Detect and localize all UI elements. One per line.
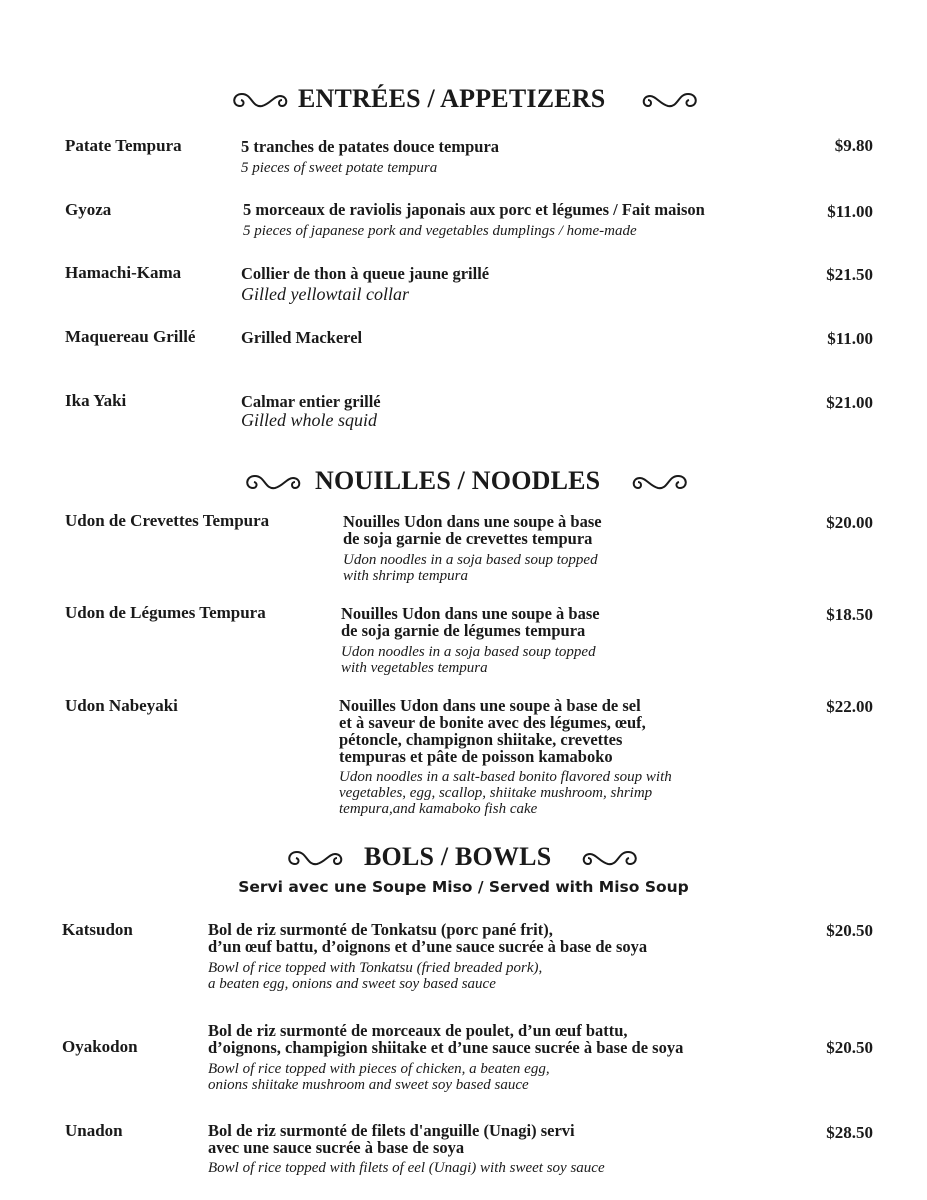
item-desc-fr: Nouilles Udon dans une soupe à base de sel et à saveur de bonite avec des légumes, œuf, pétoncle, champignon shiitake, crevettes tempuras et pâte de poisson kamaboko <box>339 696 646 766</box>
section-title-bowls: BOLS / BOWLS <box>364 842 552 871</box>
item-name: Gyoza <box>65 200 112 219</box>
item-name: Udon de Légumes Tempura <box>65 603 266 622</box>
section-title-appetizers: ENTRÉES / APPETIZERS <box>298 84 606 113</box>
item-desc-fr: Calmar entier grillé <box>241 392 381 411</box>
swirl-ornament-icon <box>628 466 690 496</box>
item-name: Hamachi-Kama <box>65 263 182 282</box>
swirl-ornament-icon <box>230 84 292 114</box>
item-price: $21.50 <box>826 265 873 284</box>
item-name: Oyakodon <box>62 1037 138 1056</box>
item-desc-fr: 5 morceaux de raviolis japonais aux porc et légumes / Fait maison <box>243 200 705 219</box>
swirl-ornament-icon <box>638 84 700 114</box>
item-desc-fr: Nouilles Udon dans une soupe à base de soja garnie de légumes tempura <box>341 604 600 640</box>
swirl-ornament-icon <box>285 842 347 872</box>
item-name: Ika Yaki <box>65 391 127 410</box>
item-desc-fr: Nouilles Udon dans une soupe à base de soja garnie de crevettes tempura <box>343 512 602 548</box>
item-price: $18.50 <box>826 605 873 624</box>
item-desc-fr: 5 tranches de patates douce tempura <box>241 137 500 156</box>
item-price: $28.50 <box>826 1123 873 1142</box>
item-price: $9.80 <box>834 136 873 155</box>
item-desc-en: Udon noodles in a soja based soup topped with vegetables tempura <box>341 644 596 676</box>
item-desc-fr: Bol de riz surmonté de morceaux de poulet, d’un œuf battu, d’oignons, champigion shiitake et d’une sauce sucrée à base de soya <box>208 1021 684 1057</box>
item-price: $21.00 <box>826 393 873 412</box>
section-title-noodles: NOUILLES / NOODLES <box>315 466 601 495</box>
swirl-ornament-icon <box>243 466 305 496</box>
item-desc-en: Udon noodles in a salt-based bonito flavored soup with vegetables, egg, scallop, shiitake mushroom, shrimp tempura,and kamaboko fish cake <box>339 769 672 817</box>
item-price: $22.00 <box>826 697 873 716</box>
item-desc-en: 5 pieces of sweet potate tempura <box>241 160 438 176</box>
item-price: $11.00 <box>827 202 873 221</box>
item-price: $11.00 <box>827 329 873 348</box>
item-desc-fr: Grilled Mackerel <box>241 328 363 347</box>
item-price: $20.00 <box>826 513 873 532</box>
item-desc-fr: Bol de riz surmonté de filets d'anguille (Unagi) servi avec une sauce sucrée à base de soya <box>208 1121 575 1157</box>
item-desc-en: Gilled yellowtail collar <box>241 284 409 304</box>
item-name: Katsudon <box>62 920 133 939</box>
item-desc-fr: Bol de riz surmonté de Tonkatsu (porc pané frit), d’un œuf battu, d’oignons et d’une sauce sucrée à base de soya <box>208 920 648 956</box>
item-name: Udon Nabeyaki <box>65 696 178 715</box>
item-desc-en: Bowl of rice topped with filets of eel (Unagi) with sweet soy sauce <box>208 1160 605 1176</box>
item-name: Udon de Crevettes Tempura <box>65 511 270 530</box>
item-desc-fr: Collier de thon à queue jaune grillé <box>241 264 490 283</box>
item-desc-en: Gilled whole squid <box>241 410 377 430</box>
item-price: $20.50 <box>826 921 873 940</box>
item-name: Maquereau Grillé <box>65 327 196 346</box>
item-desc-en: Bowl of rice topped with pieces of chicken, a beaten egg, onions shiitake mushroom and sweet soy based sauce <box>208 1061 550 1093</box>
item-desc-en: Udon noodles in a soja based soup topped with shrimp tempura <box>343 552 598 584</box>
swirl-ornament-icon <box>578 842 640 872</box>
item-desc-en: 5 pieces of japanese pork and vegetables dumplings / home-made <box>243 223 637 239</box>
item-price: $20.50 <box>826 1038 873 1057</box>
section-subtitle-bowls: Servi avec une Soupe Miso / Served with Miso Soup <box>238 878 689 896</box>
item-name: Unadon <box>65 1121 123 1140</box>
item-name: Patate Tempura <box>65 136 182 155</box>
item-desc-en: Bowl of rice topped with Tonkatsu (fried breaded pork), a beaten egg, onions and sweet soy based sauce <box>208 960 543 992</box>
